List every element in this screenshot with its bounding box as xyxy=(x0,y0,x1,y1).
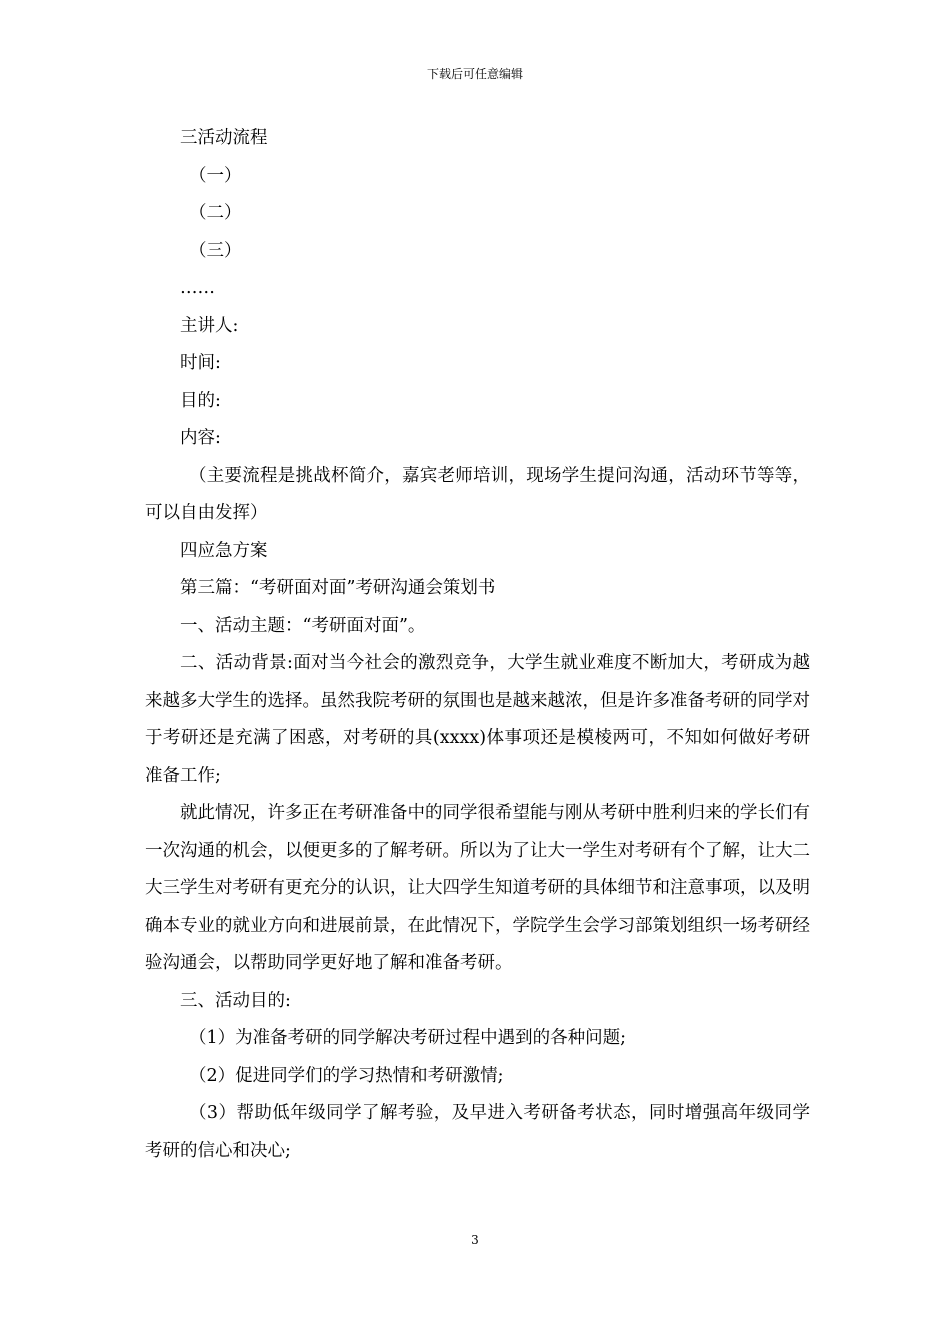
process-note-paragraph: （主要流程是挑战杯简介，嘉宾老师培训，现场学生提问沟通，活动环节等等，可以自由发挥） xyxy=(145,465,810,523)
section-heading-activity-process: 三活动流程 xyxy=(180,128,268,148)
field-content: 内容: xyxy=(180,428,221,448)
page-number: 3 xyxy=(471,1233,479,1247)
chapter-title: 第三篇：“考研面对面”考研沟通会策划书 xyxy=(180,578,496,598)
section-heading-activity-purpose: 三、活动目的: xyxy=(180,990,291,1011)
ellipsis: …… xyxy=(180,278,215,298)
field-purpose: 目的: xyxy=(180,390,221,411)
process-item-3: （三） xyxy=(189,240,242,261)
section-heading-emergency-plan: 四应急方案 xyxy=(180,540,268,561)
purpose-item-3: （3）帮助低年级同学了解考验，及早进入考研备考状态，同时增强高年级同学考研的信心和决心; xyxy=(145,1103,810,1161)
document-body xyxy=(145,120,810,1170)
purpose-item-1: （1）为准备考研的同学解决考研过程中遇到的各种问题; xyxy=(189,1028,627,1048)
purpose-item-2: （2）促进同学们的学习热情和考研激情; xyxy=(189,1065,504,1086)
activity-theme: 一、活动主题：“考研面对面”。 xyxy=(180,615,426,636)
process-item-2: （二） xyxy=(189,203,242,223)
situation-paragraph: 就此情况，许多正在考研准备中的同学很希望能与刚从考研中胜利归来的学长们有一次沟通的机会，以便更多的了解考研。所以为了让大一学生对考研有个了解，让大二大三学生对考研有更充分的认识，让大四学生知道考研的具体细节和注意事项，以及明确本专业的就业方向和进展前景，在此情况下，学院学生会学习部策划组织一场考研经验沟通会，以帮助同学更好地了解和准备考研。 xyxy=(145,803,810,973)
process-item-1: （一） xyxy=(189,165,242,186)
field-time: 时间: xyxy=(180,353,221,373)
page-header: 下载后可任意编辑 xyxy=(426,67,523,81)
field-speaker: 主讲人: xyxy=(180,315,239,336)
activity-background-paragraph: 二、活动背景:面对当今社会的激烈竞争，大学生就业难度不断加大，考研成为越来越多大学生的选择。虽然我院考研的氛围也是越来越浓，但是许多准备考研的同学对于考研还是充满了困惑，对考研的具(xxxx)体事项还是模棱两可，不知如何做好考研准备工作; xyxy=(145,653,810,786)
